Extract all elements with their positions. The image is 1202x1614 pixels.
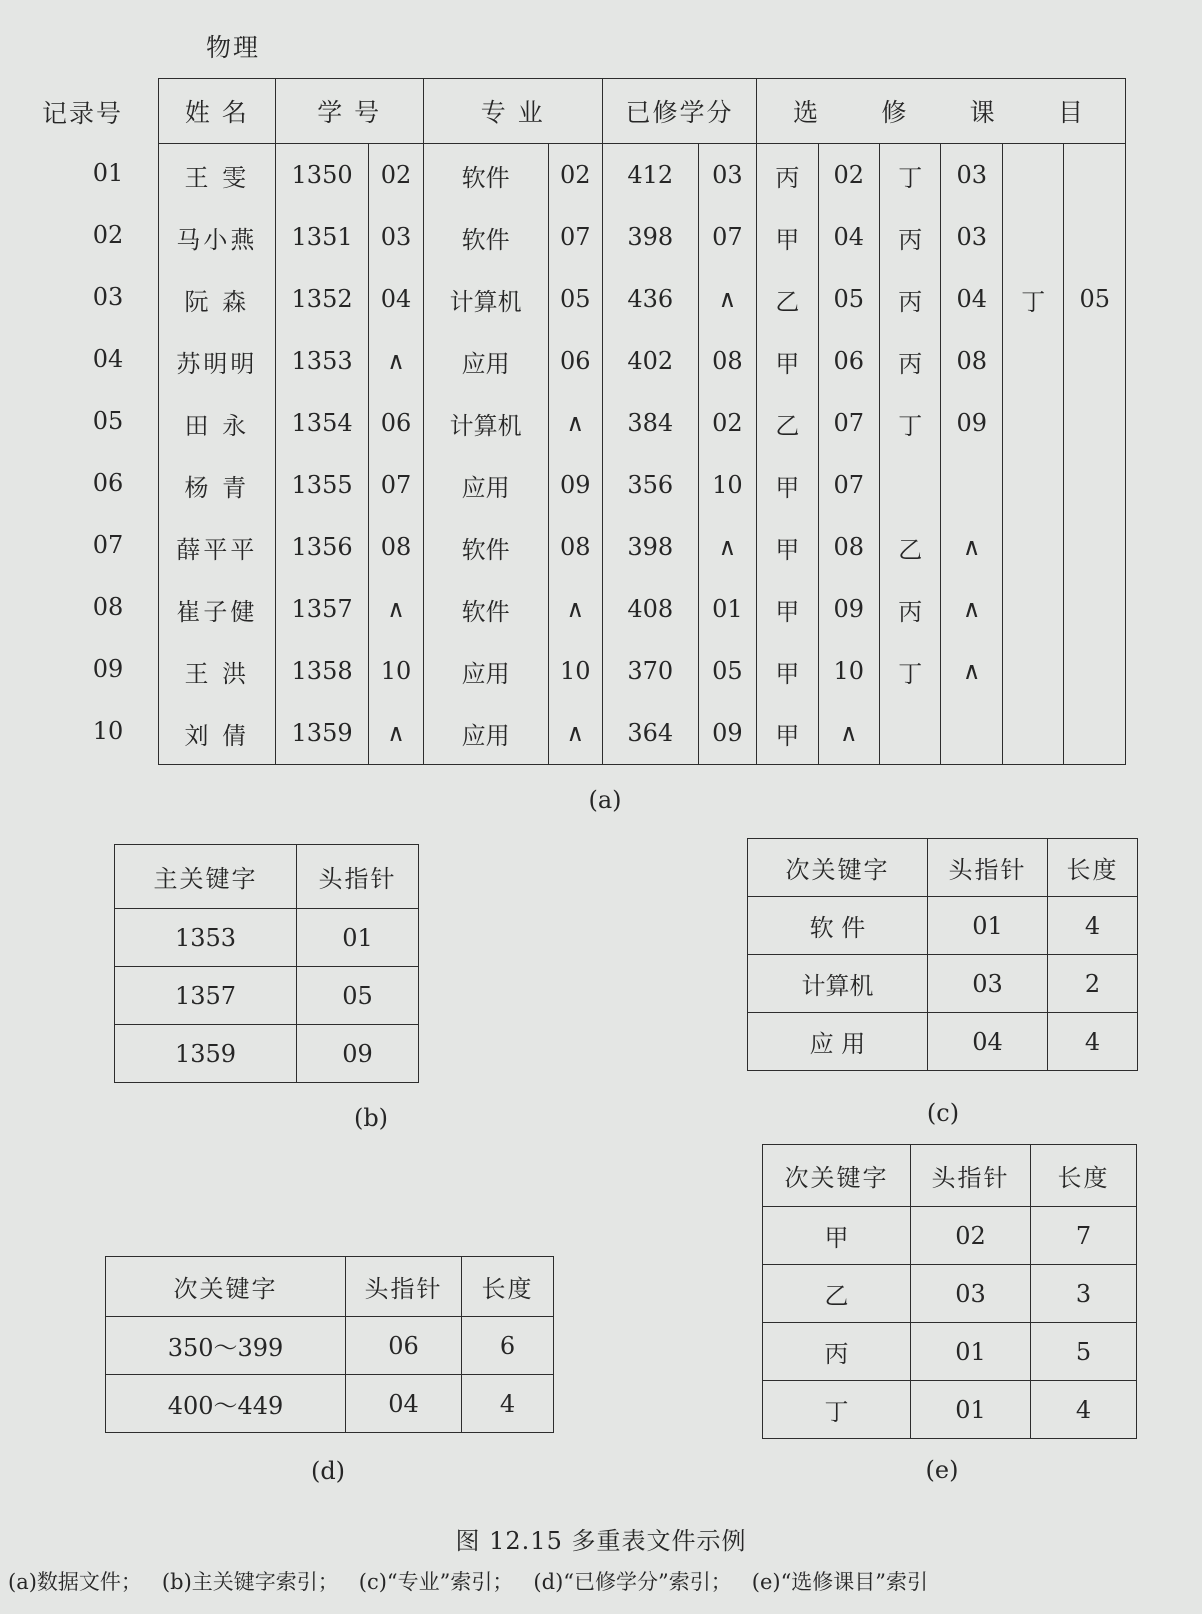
cell-c2 (880, 454, 941, 516)
cell-id: 1359 (275, 702, 369, 765)
primary-key-index-table (114, 844, 419, 1083)
cell-major: 软件 (423, 144, 548, 207)
table-row (106, 1317, 554, 1375)
cell-p3: 07 (698, 206, 756, 268)
cell-p3: 05 (698, 640, 756, 702)
credits-index-table (105, 1256, 554, 1433)
cell-c2: 丁 (880, 392, 941, 454)
cell-p6 (1064, 702, 1126, 765)
record-number: 02 (92, 221, 124, 249)
cell-p6 (1064, 144, 1126, 207)
cell-c3 (1002, 640, 1063, 702)
record-number: 07 (92, 531, 124, 559)
cell-c2: 丙 (880, 206, 941, 268)
cell-id: 1354 (275, 392, 369, 454)
table-cell: 03 (911, 1265, 1031, 1323)
cell-id: 1350 (275, 144, 369, 207)
cell-c2: 丙 (880, 578, 941, 640)
table-row (115, 967, 419, 1025)
header-elective-char-1: 选 (793, 98, 821, 127)
cell-name: 王 雯 (159, 144, 276, 207)
table-cell: 03 (928, 955, 1048, 1013)
cell-p5: 08 (941, 330, 1002, 392)
cell-credit: 398 (602, 516, 698, 578)
cell-c1: 甲 (757, 516, 818, 578)
cell-p1: 06 (369, 392, 423, 454)
cell-c3 (1002, 392, 1063, 454)
cell-p6: 05 (1064, 268, 1126, 330)
table-cell: 2 (1048, 955, 1138, 1013)
cell-major: 应用 (423, 702, 548, 765)
table-d-header-length: 长度 (462, 1257, 554, 1317)
cell-p4: 04 (818, 206, 879, 268)
cell-p3: ∧ (698, 268, 756, 330)
cell-p5: ∧ (941, 640, 1002, 702)
cell-p3: 02 (698, 392, 756, 454)
cell-p2: 08 (548, 516, 602, 578)
table-cell: 4 (1048, 1013, 1138, 1071)
table-b-header-pointer: 头指针 (297, 845, 419, 909)
cell-c3 (1002, 516, 1063, 578)
cell-id: 1352 (275, 268, 369, 330)
cell-p1: 10 (369, 640, 423, 702)
cell-c1: 乙 (757, 268, 818, 330)
table-cell: 1353 (115, 909, 297, 967)
header-elective-courses (757, 79, 1126, 144)
record-number: 03 (92, 283, 124, 311)
cell-c3 (1002, 144, 1063, 207)
cell-p5: ∧ (941, 578, 1002, 640)
table-cell: 1359 (115, 1025, 297, 1083)
cell-credit: 408 (602, 578, 698, 640)
cell-major: 软件 (423, 206, 548, 268)
cell-p2: ∧ (548, 392, 602, 454)
cell-c3 (1002, 578, 1063, 640)
cell-credit: 398 (602, 206, 698, 268)
label-a: (a) (588, 786, 622, 814)
table-row (748, 1013, 1138, 1071)
table-cell: 甲 (763, 1207, 911, 1265)
cell-p4: 02 (818, 144, 879, 207)
table-row (159, 516, 1126, 578)
table-b-header-row (115, 845, 419, 909)
cell-credit: 436 (602, 268, 698, 330)
table-row (106, 1375, 554, 1433)
table-cell: 丁 (763, 1381, 911, 1439)
cell-p1: 03 (369, 206, 423, 268)
cell-c1: 丙 (757, 144, 818, 207)
cell-c1: 乙 (757, 392, 818, 454)
table-cell: 4 (462, 1375, 554, 1433)
cell-credit: 356 (602, 454, 698, 516)
record-number: 05 (92, 407, 124, 435)
table-row (115, 909, 419, 967)
table-row (763, 1265, 1137, 1323)
table-e-header-pointer: 头指针 (911, 1145, 1031, 1207)
data-file-header-row (159, 79, 1126, 144)
cell-name: 苏明明 (159, 330, 276, 392)
cell-p4: 05 (818, 268, 879, 330)
cell-c2: 乙 (880, 516, 941, 578)
table-cell: 6 (462, 1317, 554, 1375)
table-e-header-key: 次关键字 (763, 1145, 911, 1207)
cell-name: 崔子健 (159, 578, 276, 640)
elective-courses-index-table (762, 1144, 1137, 1439)
cell-p2: 05 (548, 268, 602, 330)
cell-c3: 丁 (1002, 268, 1063, 330)
table-cell: 7 (1031, 1207, 1137, 1265)
cell-p6 (1064, 516, 1126, 578)
cell-p4: 07 (818, 392, 879, 454)
figure-caption: 图 12.15 多重表文件示例 (455, 1527, 747, 1555)
table-row (159, 640, 1126, 702)
header-major: 专 业 (423, 79, 602, 144)
cell-p2: 06 (548, 330, 602, 392)
record-number-header: 记录号 (42, 99, 124, 128)
table-cell: 04 (346, 1375, 462, 1433)
cell-p2: 10 (548, 640, 602, 702)
table-row (159, 206, 1126, 268)
cell-major: 软件 (423, 516, 548, 578)
cell-p1: 07 (369, 454, 423, 516)
cell-p6 (1064, 454, 1126, 516)
cell-p3: 10 (698, 454, 756, 516)
cell-c2 (880, 702, 941, 765)
cell-id: 1358 (275, 640, 369, 702)
cell-credit: 384 (602, 392, 698, 454)
cell-credit: 364 (602, 702, 698, 765)
table-cell: 09 (297, 1025, 419, 1083)
cell-p4: 09 (818, 578, 879, 640)
cell-id: 1353 (275, 330, 369, 392)
cell-p6 (1064, 392, 1126, 454)
cell-major: 软件 (423, 578, 548, 640)
cell-p1: 02 (369, 144, 423, 207)
cell-p5: ∧ (941, 516, 1002, 578)
table-row (159, 702, 1126, 765)
record-number: 04 (92, 345, 124, 373)
cell-c2: 丁 (880, 144, 941, 207)
table-cell: 计算机 (748, 955, 928, 1013)
cell-c1: 甲 (757, 702, 818, 765)
table-cell: 04 (928, 1013, 1048, 1071)
cell-major: 计算机 (423, 268, 548, 330)
cell-p2: 09 (548, 454, 602, 516)
label-b: (b) (353, 1104, 389, 1132)
table-e-header-length: 长度 (1031, 1145, 1137, 1207)
table-cell: 应 用 (748, 1013, 928, 1071)
cell-major: 应用 (423, 330, 548, 392)
cell-id: 1351 (275, 206, 369, 268)
table-cell: 软 件 (748, 897, 928, 955)
table-row (763, 1381, 1137, 1439)
table-row (115, 1025, 419, 1083)
cell-p3: 08 (698, 330, 756, 392)
cell-c1: 甲 (757, 454, 818, 516)
cell-id: 1355 (275, 454, 369, 516)
table-c-header-row (748, 839, 1138, 897)
cell-id: 1356 (275, 516, 369, 578)
table-row (763, 1207, 1137, 1265)
cell-name: 王 洪 (159, 640, 276, 702)
cell-major: 计算机 (423, 392, 548, 454)
cell-c2: 丙 (880, 330, 941, 392)
table-b-header-key: 主关键字 (115, 845, 297, 909)
cell-p2: ∧ (548, 578, 602, 640)
cell-name: 杨 青 (159, 454, 276, 516)
cell-p5: 03 (941, 144, 1002, 207)
cell-p6 (1064, 640, 1126, 702)
major-index-table (747, 838, 1138, 1071)
table-d-header-key: 次关键字 (106, 1257, 346, 1317)
table-cell: 5 (1031, 1323, 1137, 1381)
cell-p5 (941, 702, 1002, 765)
cell-p4: ∧ (818, 702, 879, 765)
record-number: 10 (92, 717, 124, 745)
record-number: 08 (92, 593, 124, 621)
cell-c2: 丁 (880, 640, 941, 702)
cell-p1: ∧ (369, 330, 423, 392)
cell-p6 (1064, 330, 1126, 392)
table-row (159, 268, 1126, 330)
cell-p1: 04 (369, 268, 423, 330)
header-name: 姓 名 (159, 79, 276, 144)
header-elective-char-3: 课 (969, 98, 997, 127)
table-cell: 乙 (763, 1265, 911, 1323)
cell-p3: 09 (698, 702, 756, 765)
table-cell: 400～449 (106, 1375, 346, 1433)
cell-p5: 09 (941, 392, 1002, 454)
cell-name: 田 永 (159, 392, 276, 454)
cell-p1: ∧ (369, 578, 423, 640)
table-cell: 01 (928, 897, 1048, 955)
label-e: (e) (925, 1456, 959, 1484)
table-d-header-row (106, 1257, 554, 1317)
figure-subcaption: (a)数据文件； (b)主关键字索引； (c)“专业”索引； (d)“已修学分”索引； (e)“选修课目”索引 (8, 1570, 929, 1594)
cell-p4: 07 (818, 454, 879, 516)
table-cell: 06 (346, 1317, 462, 1375)
table-c-header-pointer: 头指针 (928, 839, 1048, 897)
header-credits: 已修学分 (602, 79, 756, 144)
cell-p1: ∧ (369, 702, 423, 765)
table-c-header-key: 次关键字 (748, 839, 928, 897)
table-e-header-row (763, 1145, 1137, 1207)
record-number: 06 (92, 469, 124, 497)
cell-credit: 402 (602, 330, 698, 392)
table-cell: 01 (297, 909, 419, 967)
table-cell: 01 (911, 1381, 1031, 1439)
cell-c2: 丙 (880, 268, 941, 330)
cell-c3 (1002, 702, 1063, 765)
table-row (748, 955, 1138, 1013)
cell-major: 应用 (423, 640, 548, 702)
table-cell: 01 (911, 1323, 1031, 1381)
table-cell: 3 (1031, 1265, 1137, 1323)
cell-p2: ∧ (548, 702, 602, 765)
record-number: 09 (92, 655, 124, 683)
table-cell: 02 (911, 1207, 1031, 1265)
cell-c1: 甲 (757, 330, 818, 392)
cell-name: 马小燕 (159, 206, 276, 268)
table-c-header-length: 长度 (1048, 839, 1138, 897)
cell-p5 (941, 454, 1002, 516)
cell-p6 (1064, 578, 1126, 640)
cell-c1: 甲 (757, 640, 818, 702)
cell-p3: ∧ (698, 516, 756, 578)
cell-p6 (1064, 206, 1126, 268)
data-file-table (158, 78, 1126, 765)
cell-c3 (1002, 454, 1063, 516)
table-row (159, 392, 1126, 454)
cell-name: 刘 倩 (159, 702, 276, 765)
header-elective-char-2: 修 (881, 98, 909, 127)
cell-p4: 08 (818, 516, 879, 578)
label-d: (d) (310, 1457, 346, 1485)
table-row (763, 1323, 1137, 1381)
cell-p2: 02 (548, 144, 602, 207)
corner-title: 物理 (206, 33, 261, 62)
cell-credit: 370 (602, 640, 698, 702)
cell-name: 薛平平 (159, 516, 276, 578)
cell-p1: 08 (369, 516, 423, 578)
cell-c3 (1002, 330, 1063, 392)
cell-p5: 04 (941, 268, 1002, 330)
cell-credit: 412 (602, 144, 698, 207)
cell-major: 应用 (423, 454, 548, 516)
header-elective-char-4: 目 (1057, 98, 1085, 127)
table-row (159, 578, 1126, 640)
cell-id: 1357 (275, 578, 369, 640)
cell-c3 (1002, 206, 1063, 268)
record-number: 01 (92, 159, 124, 187)
table-cell: 05 (297, 967, 419, 1025)
cell-p4: 10 (818, 640, 879, 702)
cell-c1: 甲 (757, 578, 818, 640)
table-cell: 4 (1048, 897, 1138, 955)
table-row (748, 897, 1138, 955)
table-cell: 1357 (115, 967, 297, 1025)
table-cell: 4 (1031, 1381, 1137, 1439)
cell-p3: 01 (698, 578, 756, 640)
table-row (159, 454, 1126, 516)
header-student-id: 学 号 (275, 79, 423, 144)
table-row (159, 330, 1126, 392)
table-row (159, 144, 1126, 207)
cell-p3: 03 (698, 144, 756, 207)
label-c: (c) (926, 1099, 960, 1127)
cell-name: 阮 森 (159, 268, 276, 330)
table-cell: 丙 (763, 1323, 911, 1381)
cell-p2: 07 (548, 206, 602, 268)
table-cell: 350～399 (106, 1317, 346, 1375)
cell-p4: 06 (818, 330, 879, 392)
cell-p5: 03 (941, 206, 1002, 268)
cell-c1: 甲 (757, 206, 818, 268)
table-d-header-pointer: 头指针 (346, 1257, 462, 1317)
